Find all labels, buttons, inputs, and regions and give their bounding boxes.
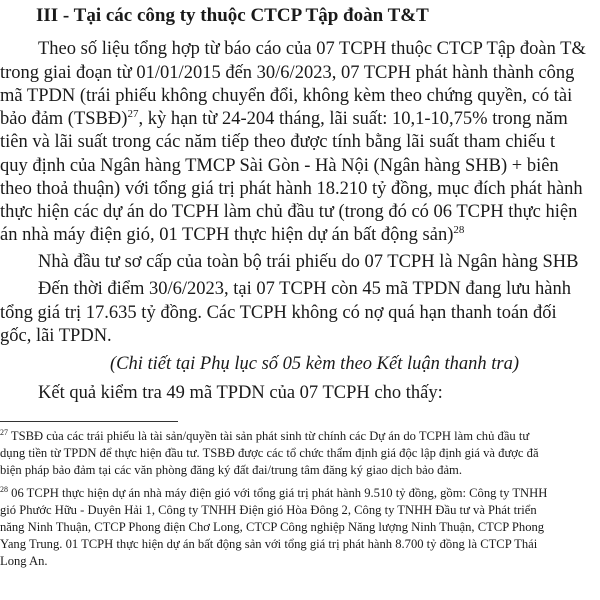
footnote-divider <box>0 421 178 422</box>
paragraph-3-line: Đến thời điểm 30/6/2023, tại 07 TCPH còn 45 mã TPDN đang lưu hành <box>38 279 571 299</box>
footnote-number: 28 <box>0 484 8 494</box>
paragraph-1-line: theo thoả thuận) với tổng giá trị phát hành 18.210 tỷ đồng, mục đích phát hành <box>0 179 583 199</box>
paragraph-1-line: Theo số liệu tổng hợp từ báo cáo của 07 TCPH thuộc CTCP Tập đoàn T& <box>38 39 586 59</box>
paragraph-1-line <box>0 107 568 131</box>
paragraph-2: Nhà đầu tư sơ cấp của toàn bộ trái phiếu do 07 TCPH là Ngân hàng SHB <box>38 252 579 272</box>
footnote-line <box>0 485 547 502</box>
footnote-number: 27 <box>0 427 8 437</box>
footnote-text: TSBĐ của các trái phiếu là tài sản/quyền tài sản phát sinh từ chính các Dự án do TCPH làm chủ đầu tư <box>8 429 530 443</box>
paragraph-4: Kết quả kiểm tra 49 mã TPDN của 07 TCPH cho thấy: <box>38 383 443 403</box>
paragraph-1-line: mã TPDN (trái phiếu không chuyển đổi, không kèm theo chứng quyền, có tài <box>0 86 573 106</box>
section-heading: III - Tại các công ty thuộc CTCP Tập đoàn T&T <box>36 5 429 26</box>
footnote-line: biện pháp bảo đảm tại các văn phòng đăng ký đất đai/trung tâm đăng ký giao dịch bảo đảm. <box>0 463 462 477</box>
appendix-note: (Chi tiết tại Phụ lục số 05 kèm theo Kết luận thanh tra) <box>110 354 520 374</box>
paragraph-1-line: tiên và lãi suất trong các năm tiếp theo được tính bằng lãi suất tham chiếu t <box>0 132 556 152</box>
paragraph-1-line <box>0 223 464 247</box>
purpose-text: án nhà máy điện gió, 01 TCPH thực hiện dự án bất động sản) <box>0 225 454 245</box>
term-text: , kỳ hạn từ 24-204 tháng, lãi suất: 10,1-10,75% trong năm <box>138 109 568 129</box>
footnote-line: gió Phước Hữu - Duyên Hải 1, Công ty TNHH Điện gió Hòa Đông 2, Công ty TNHH Đầu tư và Phát triển <box>0 503 537 517</box>
paragraph-1-line: trong giai đoạn từ 01/01/2015 đến 30/6/2023, 07 TCPH phát hành thành công <box>0 63 575 83</box>
footnote-ref-27: 27 <box>127 107 139 120</box>
paragraph-3-line: tổng giá trị 17.635 tỷ đồng. Các TCPH không có nợ quá hạn thanh toán đối <box>0 303 557 323</box>
paragraph-3-line: gốc, lãi TPDN. <box>0 326 112 346</box>
tsbd-text: bảo đảm (TSBĐ) <box>0 109 128 129</box>
paragraph-1-line: thực hiện các dự án do TCPH làm chủ đầu tư (trong đó có 06 TCPH thực hiện <box>0 202 578 222</box>
footnote-text: 06 TCPH thực hiện dự án nhà máy điện gió với tổng giá trị phát hành 9.510 tỷ đồng, gồm: Công ty TNHH <box>8 486 548 500</box>
footnote-line: năng Ninh Thuận, CTCP Phong điện Chơ Long, CTCP Công nghiệp Năng lượng Ninh Thuận, CTCP Phong <box>0 520 545 534</box>
footnote-line <box>0 428 529 445</box>
paragraph-1-line: quy định của Ngân hàng TMCP Sài Gòn - Hà Nội (Ngân hàng SHB) + biên <box>0 156 559 176</box>
footnote-ref-28: 28 <box>453 223 465 236</box>
footnote-line: dụng tiền từ TPDN để thực hiện đầu tư. TSBĐ được các tổ chức thẩm định giá độc lập định giá và được đă <box>0 446 539 460</box>
footnote-line: Long An. <box>0 554 48 568</box>
footnote-line: Yang Trung. 01 TCPH thực hiện dự án bất động sản với tổng giá trị phát hành 8.700 tỷ đồng là CTCP Thái <box>0 537 538 551</box>
